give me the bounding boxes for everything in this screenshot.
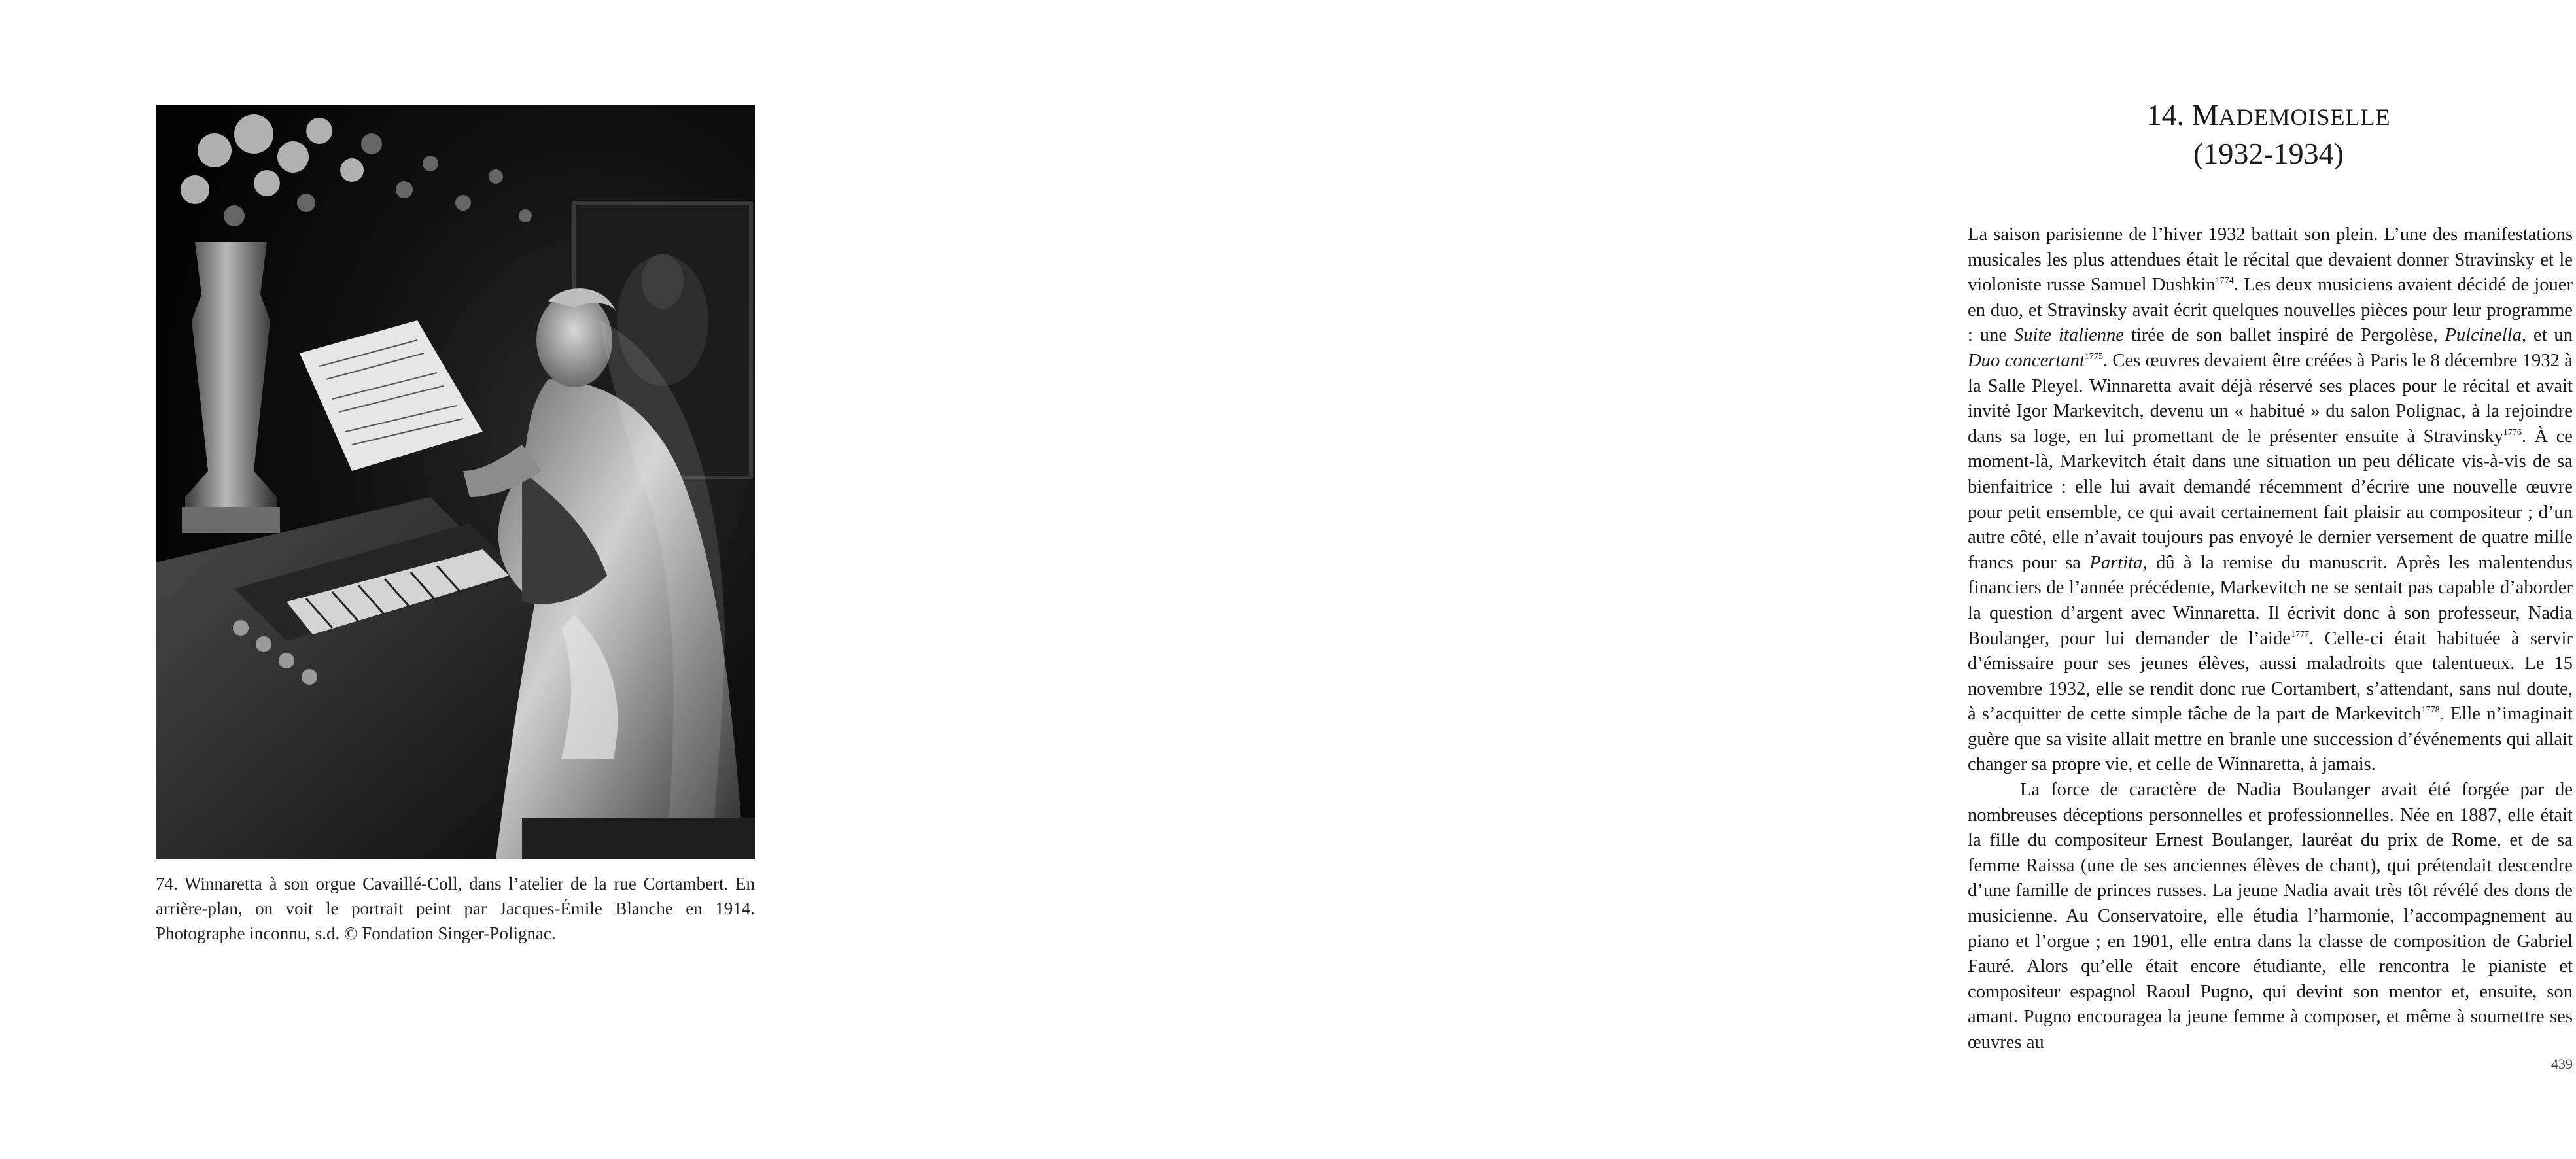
paragraph: La force de caractère de Nadia Boulanger avait été forgée par de nombreuses déceptions personnelles et professionnelles. Née en 1887, elle était la fille du compositeur Ernest Boulanger, lauréat du prix de Rome, et de sa femme Raissa (une de ses anciennes élèves de chant), qui prétendait descendre d’une famille de princes russes. La jeune Nadia avait très tôt révélé des dons de musicienne. Au Conservatoire, elle étudia l’harmonie, l’accompagnement au piano et l’orgue ; en 1901, elle entra dans la classe de composition de Gabriel Fauré. Alors qu’elle était encore étudiante, elle rencontra le pianiste et compositeur espagnol Raoul Pugno, qui devint son mentor et, ensuite, son amant. Pugno encouragea la jeune femme à composer, et même à soumettre ses œuvres au <box>1968 780 2573 1052</box>
figure-caption: 74. Winnaretta à son orgue Cavaillé-Coll, dans l’atelier de la rue Cortambert. En arrière-plan, on voit le portrait peint par Jacques-Émile Blanche en 1914. Photographe inconnu, s.d. © Fondation Singer-Polignac. <box>156 874 755 943</box>
text-run: La saison parisienne de l’hiver 1932 battait son plein. L’une des manifestations musicales les plus attendues était le récital que devaient donner Stravinsky et le violoniste russe Samuel Dushkin <box>1968 224 2573 296</box>
right-page <box>901 0 2573 1159</box>
footnote-ref: 1776 <box>2503 427 2522 438</box>
left-page <box>0 0 901 1159</box>
italic-title: Partita <box>2089 552 2143 573</box>
body-text <box>1968 222 2573 1056</box>
text-run: , dû à la remise du manuscrit. Après les malentendus financiers de l’année précédente, Markevitch ne se sentait pas capable d’aborder la question d’argent avec Winnaretta. Il écrivit donc à son professeur, Nadia Boulanger, pour lui demander de l’aide <box>1968 552 2573 649</box>
chapter-years: (1932-1934) <box>2193 137 2344 170</box>
italic-title: Pulcinella <box>2445 325 2522 346</box>
paragraph <box>1968 222 2573 778</box>
text-run: . Les deux musiciens avaient décidé de jouer en duo, et Stravinsky avait écrit quelques nouvelles pièces pour leur programme : une <box>1968 275 2573 346</box>
italic-title: Suite italienne <box>2013 325 2124 346</box>
text-run: . Elle n’imaginait guère que sa visite allait mettre en branle une succession d’événements qui allait changer sa propre vie, et celle de Winnaretta, à jamais. <box>1968 704 2573 775</box>
footnote-ref: 1774 <box>2215 276 2234 286</box>
chapter-heading <box>1961 97 2576 172</box>
footnote-ref: 1777 <box>2291 629 2309 640</box>
chapter-number: 14. <box>2146 98 2185 131</box>
footnote-ref: 1778 <box>2421 705 2440 716</box>
text-run: . À ce moment-là, Markevitch était dans une situation un peu délicate vis-à-vis de sa bienfaitrice : elle lui avait demandé récemment d’écrire une nouvelle œuvre pour petit ensemble, ce qui avait certainement fait plaisir au compositeur ; d’un autre côté, elle n’avait toujours pas envoyé le dernier versement de quatre mille francs pour sa <box>1968 426 2573 573</box>
italic-title: Duo concertant <box>1968 350 2085 371</box>
chapter-title-initial: M <box>2191 98 2219 131</box>
footnote-ref: 1775 <box>2084 351 2103 362</box>
text-run: , et un <box>2521 325 2573 346</box>
chapter-title-rest: ADEMOISELLE <box>2218 104 2391 130</box>
photograph-figure <box>156 105 755 859</box>
photograph-icon <box>156 105 755 859</box>
page-number: 439 <box>2551 1056 2573 1072</box>
chapter-title <box>1961 97 2576 135</box>
text-run: tirée de son ballet inspiré de Pergolèse, <box>2124 325 2445 346</box>
text-run: . Ces œuvres devaient être créées à Paris le 8 décembre 1932 à la Salle Pleyel. Winnaretta avait déjà réservé ses places pour le récital et avait invité Igor Markevitch, devenu un « habitué » du salon Polignac, à la rejoindre dans sa loge, en lui promettant de le présenter ensuite à Stravinsky <box>1968 350 2573 447</box>
text-run: . Celle-ci était habituée à servir d’émissaire pour ses jeunes élèves, aussi maladroits que talentueux. Le 15 novembre 1932, elle se rendit donc rue Cortambert, s’attendant, sans nul doute, à s’acquitter de cette simple tâche de la part de Markevitch <box>1968 628 2573 725</box>
